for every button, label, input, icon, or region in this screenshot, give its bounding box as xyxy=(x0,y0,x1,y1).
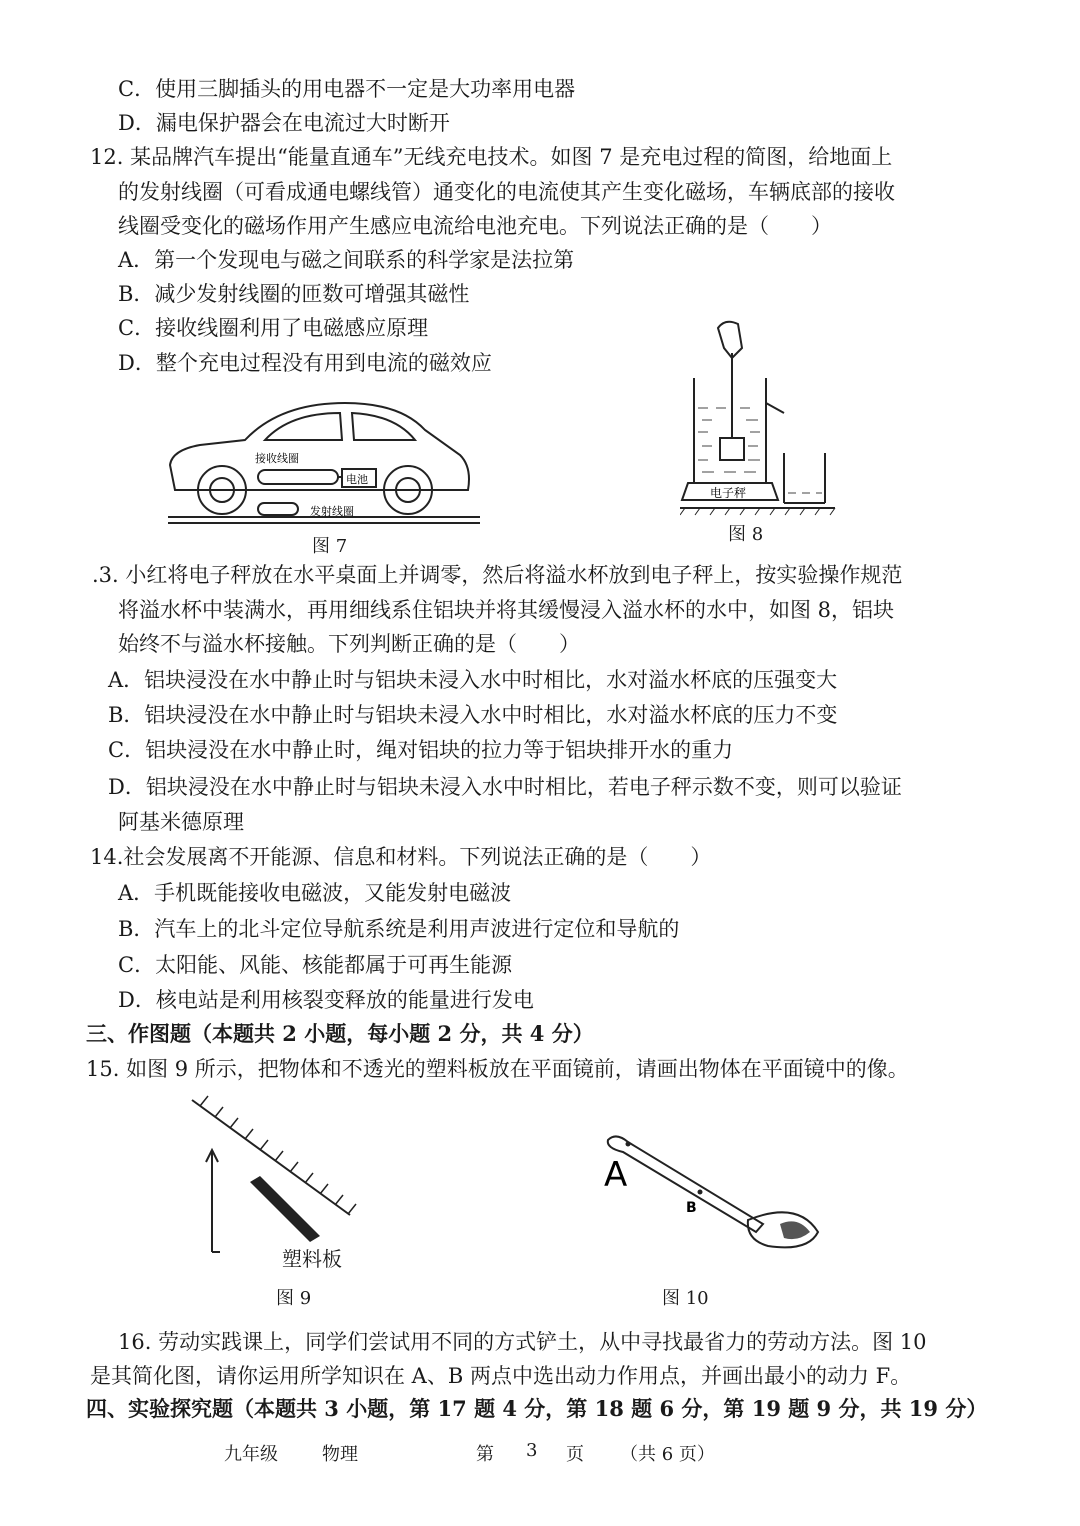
q12-option-d: D．整个充电过程没有用到电流的磁效应 xyxy=(118,351,492,375)
q13-option-d-line2: 阿基米德原理 xyxy=(118,810,244,834)
figure-10-shovel xyxy=(598,1128,828,1258)
footer-page-prefix: 第 xyxy=(476,1444,494,1465)
q14-stem: 14.社会发展离不开能源、信息和材料。下列说法正确的是（ ） xyxy=(90,845,712,869)
q12-option-a: A．第一个发现电与磁之间联系的科学家是法拉第 xyxy=(118,248,575,272)
figure-7-car xyxy=(160,395,490,530)
q16-stem-line1: 16. 劳动实践课上，同学们尝试用不同的方式铲土，从中寻找最省力的劳动方法。图 10 xyxy=(118,1330,927,1354)
q11-option-c: C．使用三脚插头的用电器不一定是大功率用电器 xyxy=(118,77,576,101)
section-4-heading: 四、实验探究题（本题共 3 小题，第 17 题 4 分，第 18 题 6 分，第 19 题 9 分，共 19 分） xyxy=(86,1396,988,1421)
fig7-battery-label: 电池 xyxy=(346,473,368,486)
q12-stem-line1: 12. 某品牌汽车提出“能量直通车”无线充电技术。如图 7 是充电过程的简图，给地面上 xyxy=(90,145,893,169)
footer-page-number: 3 xyxy=(526,1440,538,1461)
section-3-heading: 三、作图题（本题共 2 小题，每小题 2 分，共 4 分） xyxy=(86,1021,594,1046)
q13-stem-line2: 将溢水杯中装满水，再用细线系住铝块并将其缓慢浸入溢水杯的水中，如图 8，铝块 xyxy=(118,598,895,622)
fig8-scale-label: 电子秤 xyxy=(710,486,747,500)
q15-stem: 15. 如图 9 所示，把物体和不透光的塑料板放在平面镜前，请画出物体在平面镜中的像。 xyxy=(86,1057,909,1081)
footer-grade: 九年级 xyxy=(224,1444,278,1465)
figure-9-caption: 图 9 xyxy=(276,1288,312,1309)
q14-option-a: A．手机既能接收电磁波，又能发射电磁波 xyxy=(118,881,512,905)
fig10-point-b: B xyxy=(686,1200,697,1216)
q13-option-b: B．铝块浸没在水中静止时与铝块未浸入水中时相比，水对溢水杯底的压力不变 xyxy=(108,703,838,727)
fig10-point-a: A xyxy=(604,1155,628,1195)
q12-option-b: B．减少发射线圈的匝数可增强其磁性 xyxy=(118,282,470,306)
footer-page-suffix: 页 xyxy=(566,1444,584,1465)
q13-stem-line3: 始终不与溢水杯接触。下列判断正确的是（ ） xyxy=(118,632,580,656)
q12-stem-line2: 的发射线圈（可看成通电螺线管）通变化的电流使其产生变化磁场，车辆底部的接收 xyxy=(118,180,895,204)
figure-8-caption: 图 8 xyxy=(728,524,764,545)
figure-10-caption: 图 10 xyxy=(662,1288,709,1309)
q13-option-c: C．铝块浸没在水中静止时，绳对铝块的拉力等于铝块排开水的重力 xyxy=(108,738,734,762)
q13-stem-line1: .3. 小红将电子秤放在水平桌面上并调零，然后将溢水杯放到电子秤上，按实验操作规范 xyxy=(92,563,903,587)
q13-option-d-line1: D．铝块浸没在水中静止时与铝块未浸入水中时相比，若电子秤示数不变，则可以验证 xyxy=(108,775,902,799)
q12-stem-line3: 线圈受变化的磁场作用产生感应电流给电池充电。下列说法正确的是（ ） xyxy=(118,214,832,238)
fig7-receive-coil-label: 接收线圈 xyxy=(255,452,299,465)
fig9-board-label: 塑料板 xyxy=(282,1247,342,1271)
q13-option-a: A．铝块浸没在水中静止时与铝块未浸入水中时相比，水对溢水杯底的压强变大 xyxy=(108,668,838,692)
q12-option-c: C．接收线圈利用了电磁感应原理 xyxy=(118,316,429,340)
q16-stem-line2: 是其简化图，请你运用所学知识在 A、B 两点中选出动力作用点，并画出最小的动力 F。 xyxy=(90,1364,912,1388)
figure-7-caption: 图 7 xyxy=(312,536,348,557)
footer-total-pages: （共 6 页） xyxy=(620,1444,715,1465)
figure-8-overflow-cup xyxy=(680,318,840,518)
q11-option-d: D．漏电保护器会在电流过大时断开 xyxy=(118,111,450,135)
q14-option-d: D．核电站是利用核裂变释放的能量进行发电 xyxy=(118,988,534,1012)
q14-option-b: B．汽车上的北斗定位导航系统是利用声波进行定位和导航的 xyxy=(118,917,680,941)
q14-option-c: C．太阳能、风能、核能都属于可再生能源 xyxy=(118,953,513,977)
footer-subject: 物理 xyxy=(322,1444,358,1465)
fig7-transmit-coil-label: 发射线圈 xyxy=(310,505,354,518)
